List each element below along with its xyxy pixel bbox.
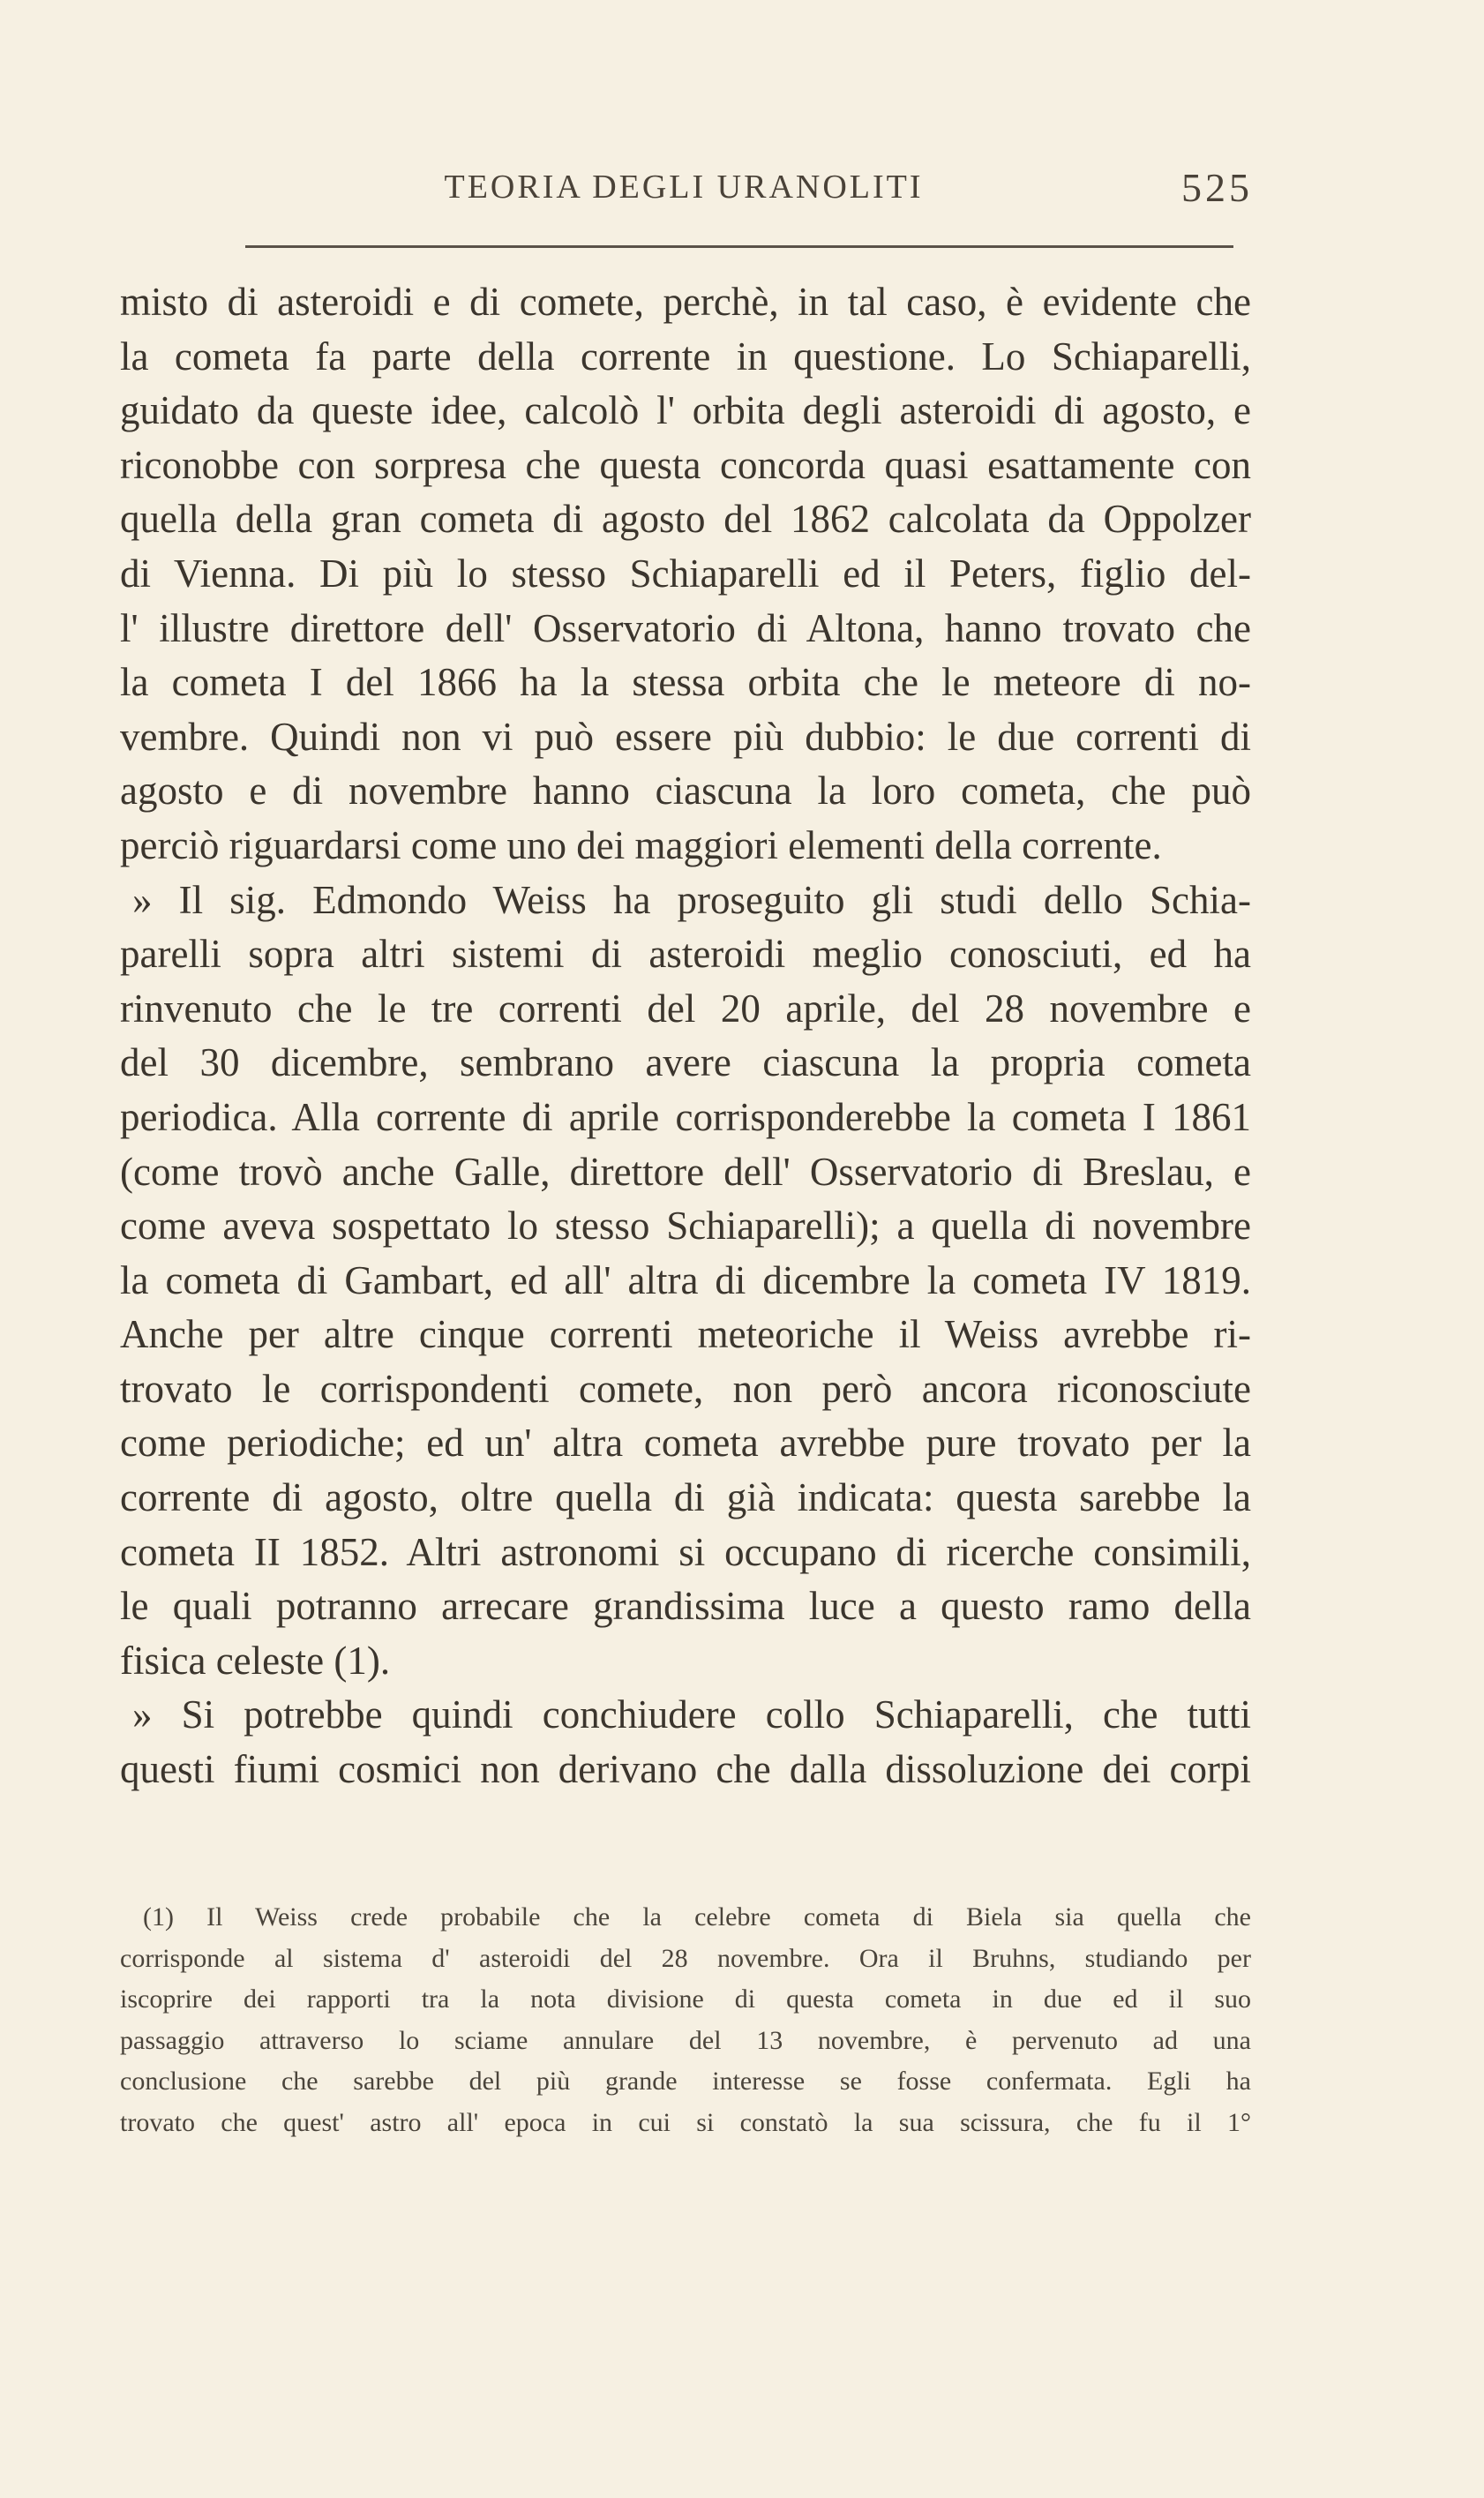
footnote-line: conclusione che sarebbe del più grande interesse se fosse confermata. Egli ha (120, 2067, 1251, 2096)
text-line: riconobbe con sorpresa che questa concorda quasi esattamente con (120, 442, 1251, 487)
text-line: » Il sig. Edmondo Weiss ha proseguito gli studi dello Schia- (132, 877, 1251, 922)
page-number: 525 (1181, 165, 1253, 210)
page-header (115, 165, 1253, 221)
text-line: di Vienna. Di più lo stesso Schiaparelli ed il Peters, figlio del- (120, 551, 1251, 596)
text-line: (come trovò anche Galle, direttore dell' Osservatorio di Breslau, e (120, 1149, 1251, 1194)
text-line: Anche per altre cinque correnti meteoriche il Weiss avrebbe ri- (120, 1312, 1251, 1357)
text-line: la cometa di Gambart, ed all' altra di dicembre la cometa IV 1819. (120, 1257, 1251, 1302)
footnote-line: corrisponde al sistema d' asteroidi del 28 novembre. Ora il Bruhns, studiando per (120, 1943, 1251, 1973)
text-line: fisica celeste (1). (120, 1638, 391, 1683)
text-line: parelli sopra altri sistemi di asteroidi meglio conosciuti, ed ha (120, 932, 1251, 977)
text-line: quella della gran cometa di agosto del 1862 calcolata da Oppolzer (120, 497, 1251, 542)
footnotes (120, 1897, 1251, 2143)
text-line: agosto e di novembre hanno ciascuna la loro cometa, che può (120, 769, 1251, 814)
text-line: la cometa fa parte della corrente in questione. Lo Schiaparelli, (120, 334, 1251, 379)
text-line: l' illustre direttore dell' Osservatorio di Altona, hanno trovato che (120, 605, 1251, 650)
footnote-line: passaggio attraverso lo sciame annulare del 13 novembre, è pervenuto ad una (120, 2025, 1251, 2055)
footnote-line: (1) Il Weiss crede probabile che la celebre cometa di Biela sia quella che (143, 1902, 1251, 1932)
text-line: trovato le corrispondenti comete, non però ancora riconosciute (120, 1366, 1251, 1411)
text-line: le quali potranno arrecare grandissima luce a questo ramo della (120, 1584, 1251, 1629)
text-line: vembre. Quindi non vi può essere più dubbio: le due correnti di (120, 714, 1251, 759)
header-rule (245, 245, 1233, 248)
text-line: misto di asteroidi e di comete, perchè, in tal caso, è evidente che (120, 280, 1251, 324)
text-line: guidato da queste idee, calcolò l' orbita degli asteroidi di agosto, e (120, 388, 1251, 433)
running-head: TEORIA DEGLI URANOLITI (444, 169, 924, 206)
text-line: come periodiche; ed un' altra cometa avrebbe pure trovato per la (120, 1421, 1251, 1466)
body-text (120, 275, 1251, 1797)
text-line: periodica. Alla corrente di aprile corrisponderebbe la cometa I 1861 (120, 1094, 1251, 1139)
text-line: cometa II 1852. Altri astronomi si occupano di ricerche consimili, (120, 1529, 1251, 1574)
text-line: la cometa I del 1866 ha la stessa orbita che le meteore di no- (120, 660, 1251, 705)
text-line: del 30 dicembre, sembrano avere ciascuna la propria cometa (120, 1040, 1251, 1085)
footnote-line: iscoprire dei rapporti tra la nota divisione di questa cometa in due ed il suo (120, 1984, 1251, 2014)
text-line: come aveva sospettato lo stesso Schiaparelli); a quella di novembre (120, 1204, 1251, 1249)
text-line: questi fiumi cosmici non derivano che dalla dissoluzione dei corpi (120, 1747, 1251, 1792)
text-line: rinvenuto che le tre correnti del 20 aprile, del 28 novembre e (120, 986, 1251, 1031)
footnote-line: trovato che quest' astro all' epoca in cui si constatò la sua scissura, che fu il 1° (120, 2107, 1251, 2137)
text-line: perciò riguardarsi come uno dei maggiori elementi della corrente. (120, 822, 1162, 867)
text-line: » Si potrebbe quindi conchiudere collo Schiaparelli, che tutti (132, 1692, 1251, 1737)
text-line: corrente di agosto, oltre quella di già indicata: questa sarebbe la (120, 1475, 1251, 1520)
